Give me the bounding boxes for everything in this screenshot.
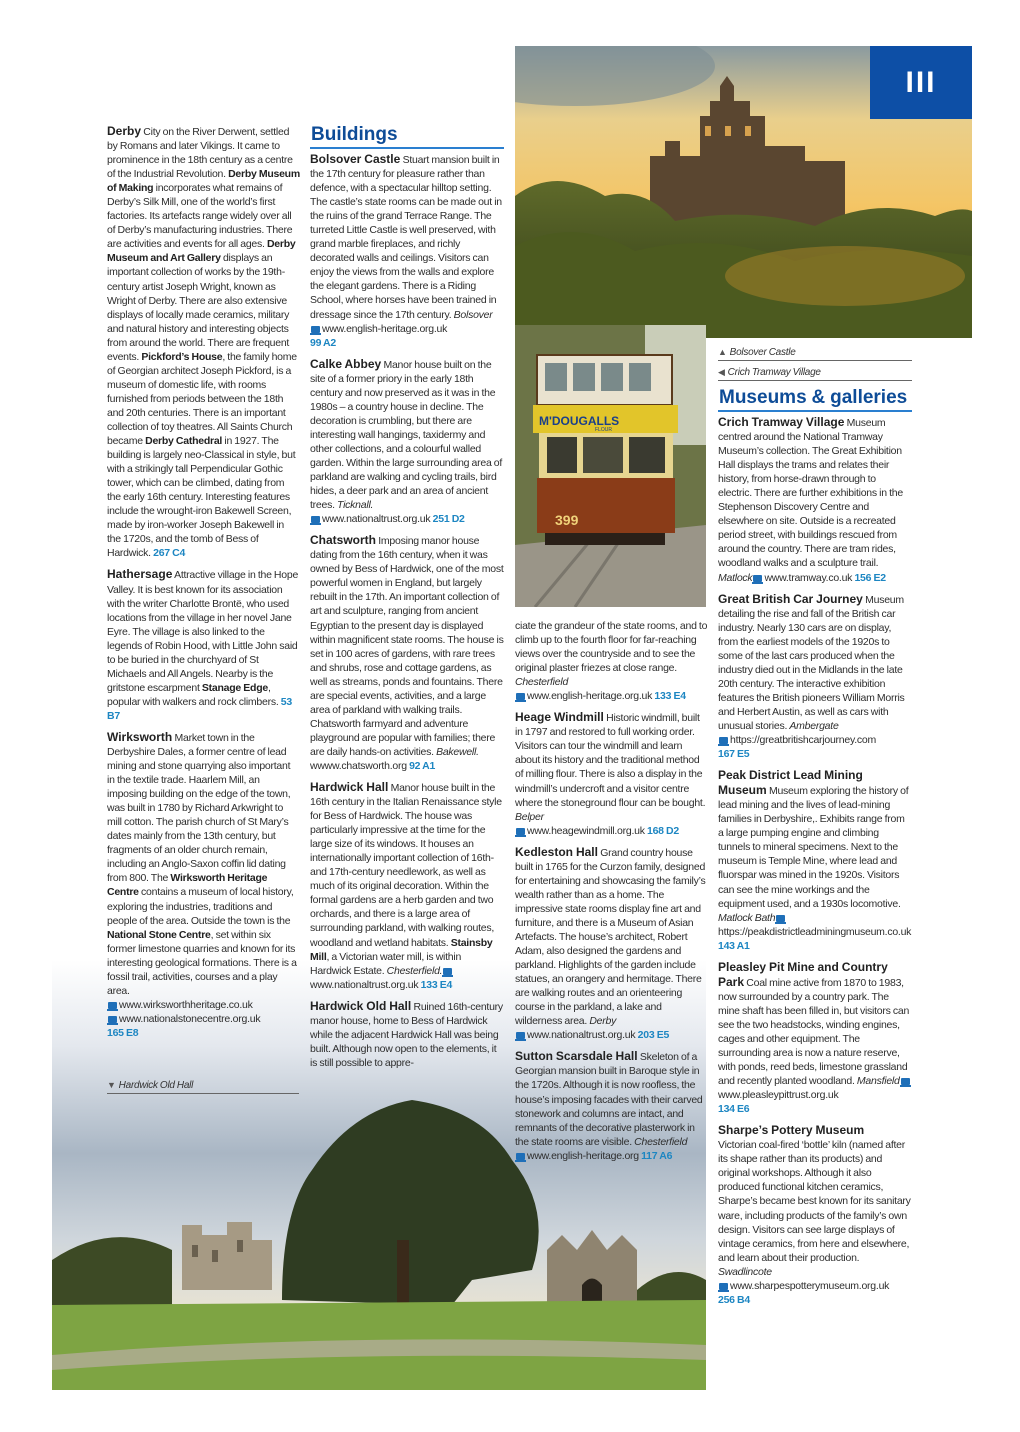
bold-highlight: Pickford’s House <box>141 350 223 363</box>
triangle-up-icon: ▲ <box>718 347 727 357</box>
entry-title: Sharpe’s Pottery Museum <box>718 1123 865 1138</box>
bold-highlight: Stanage Edge <box>201 681 268 694</box>
body-text: Attractive village in the Hope Valley. It is best known for its association with the writer Charlotte Brontë, who used locations from the village in her novel Jane Eyre. The village is also linked to the legends of Robin Hood, with Little John said to be buried in the churchyard of St Michaels and All Angels. Nearby is the gritstone escarpment <box>107 569 299 694</box>
caption-text: Hardwick Old Hall <box>118 1080 194 1091</box>
body-text: incorporates what remains of Derby’s Silk Mill, one of the world’s first factories. Its artefacts range widely over all of Derby’s manufacturing industries. There are activities and events for all ages. <box>107 182 293 251</box>
caption-hardwick-old-hall <box>107 1078 299 1098</box>
section-heading-buildings: Buildings <box>310 124 504 149</box>
website-link[interactable]: www.nationaltrust.org.uk <box>310 978 419 991</box>
listing-entry <box>310 780 504 992</box>
computer-icon <box>901 1078 910 1085</box>
location-text: Chesterfield. <box>386 964 443 977</box>
entry-title: Derby <box>107 124 142 138</box>
body-text: Skeleton of a Georgian mansion built in Baroque style in the 1720s. Although it is now roofless, the house’s imposing facades with their carved stonework and columns are intact, and remnants of the decorative plasterwork in the state rooms are visible. <box>515 1051 703 1148</box>
website-link[interactable]: www.tramway.co.uk <box>764 571 853 584</box>
listing-entry <box>515 619 708 703</box>
location-text: Ticknall. <box>337 499 374 512</box>
body-text: wwww.chatsworth.org <box>310 759 410 772</box>
map-reference: 203 E5 <box>635 1029 670 1042</box>
caption-text: Crich Tramway Village <box>727 367 821 378</box>
listing-entry <box>107 567 300 723</box>
website-link[interactable]: www.sharpespotterymuseum.org.uk <box>730 1279 890 1292</box>
location-text: Ambergate <box>789 719 839 732</box>
computer-icon <box>516 693 525 700</box>
map-reference: 168 D2 <box>644 824 679 837</box>
body-text: Grand country house built in 1765 for the Curzon family, designed for entertaining and showcasing the family’s wealth rather than as a home. The impressive state rooms display fine art and furniture, and there is a Museum of Asian Artefacts. The house’s architect, Robert Adam, also designed the gardens and parkland. Highlights of the garden include statues, an orangery and hermitage. There are walking routes and an orienteering course in the parkland, a lake and wilderness area. <box>515 846 706 1028</box>
entry-title: Crich Tramway Village <box>718 415 845 429</box>
location-text: Matlock Bath <box>718 911 776 924</box>
computer-icon <box>719 737 728 744</box>
computer-icon <box>311 326 320 333</box>
body-text: Museum centred around the National Tramway Museum’s collection. The Great Exhibition Hall displays the trams and relates their history, from horse-drawn through to electric. There are further exhibitions in the Stephenson Discovery Centre and elsewhere on site. Outside is a recreated period street, with buildings rescued from around the country. There are tram rides, woodland walks and a sculpture trail. <box>718 417 903 570</box>
map-reference: 117 A6 <box>638 1149 673 1162</box>
website-link[interactable]: www.nationaltrust.org.uk <box>527 1029 636 1042</box>
body-text: contains a museum of local history, exploring the industries, traditions and people of the area. Outside the town is the <box>107 886 294 927</box>
body-text: Imposing manor house dating from the 16th century, when it was owned by Bess of Hardwick, one of the most powerful women in England, but largely rebuilt in the 17th. An important collection of art and sculpture, ranging from ancient Egyptian to the present day is displayed within magnificent state rooms. The house is set in 100 acres of gardens, with rare trees and shrubs, rose and cottage gardens, as well as streams, ponds and fountains. There are special events, activities, and a large area of parkland with walking trails. Chatsworth farmyard and adventure playground are popular with families; there are daily hands-on activities. <box>310 535 504 758</box>
caption-crich-tramway <box>718 365 912 381</box>
body-text: displays an important collection of works by the 19th-century artist Joseph Wright, known as Wright of Derby. There are also extensive displays of locally made ceramics, military and natural history and interesting objects from around the world. There are frequent events. <box>107 252 290 363</box>
listing-entry <box>107 124 300 560</box>
website-link[interactable]: www.nationaltrust.org.uk <box>322 513 431 526</box>
entry-title: Pleasley Pit Mine and Country Park <box>718 959 888 989</box>
map-reference: 133 E4 <box>418 978 453 991</box>
page-number-tab: III <box>870 46 972 119</box>
tram-sign-text: M'DOUGALLS <box>539 414 620 428</box>
map-reference: 251 D2 <box>430 513 465 526</box>
location-text: Mansfield <box>856 1075 900 1088</box>
location-text: Derby <box>589 1015 617 1028</box>
computer-icon <box>516 828 525 835</box>
computer-icon <box>753 575 762 582</box>
crich-tram-photo <box>515 325 706 607</box>
entry-title: Wirksworth <box>107 729 173 744</box>
body-text: Coal mine active from 1870 to 1983, now surrounded by a country park. The mine shaft has been filled in, but visitors can see the two headstocks, winding engines, cages and other equipment. The surrounding area is now a nature reserve, with ponds, reed beds, limestone grassland and recently planted woodland. <box>718 976 910 1088</box>
bold-highlight: Derby Museum of Making <box>107 168 300 195</box>
triangle-left-icon: ◀ <box>718 367 725 377</box>
computer-icon <box>108 1016 117 1023</box>
listing-entry <box>718 592 912 762</box>
website-link[interactable]: www.wirksworthheritage.co.uk <box>119 998 253 1011</box>
entry-title: Kedleston Hall <box>515 844 598 859</box>
listing-entry <box>515 1049 708 1162</box>
location-text: Belper <box>515 810 544 823</box>
map-reference: 133 E4 <box>652 690 686 703</box>
computer-icon <box>516 1032 525 1039</box>
website-link[interactable]: www.heagewindmill.org.uk <box>527 824 645 837</box>
website-link[interactable]: www.pleasleypittrust.org.uk <box>718 1089 839 1102</box>
body-text: Victorian coal-fired ‘bottle’ kiln (named after its shape rather than its products) and original workshops. Although it also produced functional kitchen ceramics, Sharpe’s became best known for its sanitary ware, including products of the family’s own design. Visitors can see large displays of vintage ceramics, from here and elsewhere, and learn about their production. <box>718 1139 911 1264</box>
location-text: Chesterfield <box>634 1135 688 1148</box>
entry-title: Hardwick Old Hall <box>310 998 412 1013</box>
computer-icon <box>108 1002 117 1009</box>
caption-bolsover-castle <box>718 345 912 361</box>
listing-entry <box>718 1123 912 1307</box>
body-text: , a Victorian water mill, is within Hardwick Estate. <box>310 950 462 977</box>
map-reference: 165 E8 <box>107 1026 139 1039</box>
bold-highlight: National Stone Centre <box>107 928 211 941</box>
computer-icon <box>311 516 320 523</box>
column-1 <box>107 124 300 1047</box>
map-reference: 256 B4 <box>718 1293 750 1306</box>
location-text: Swadlincote <box>718 1265 772 1278</box>
listing-entry <box>515 845 708 1043</box>
section-heading-museums: Museums & galleries <box>718 387 912 412</box>
map-reference: 156 E2 <box>852 571 886 584</box>
location-text: Bakewell. <box>436 745 479 758</box>
website-link[interactable]: www.english-heritage.org.uk <box>322 322 448 335</box>
body-text: Manor house built on the site of a former priory in the early 18th century and now preserved as it was in the 1980s – a country house in decline. The decoration is crumbling, but there are interesting wall hangings, taxidermy and other collections, and a colourful walled garden. Within the large surrounding area of parkland are walking and cycling trails, bird hides, a deer park and an area of ancient trees. <box>310 358 503 512</box>
tram-sign-subtext: FLOUR <box>595 427 612 433</box>
entry-title: Hathersage <box>107 567 173 582</box>
entry-title: Chatsworth <box>310 533 376 548</box>
website-link[interactable]: www.nationalstonecentre.org.uk <box>119 1012 261 1025</box>
website-link[interactable]: https://peakdistrictleadminingmuseum.co.uk <box>718 925 912 938</box>
computer-icon <box>776 915 785 922</box>
body-text: in 1927. The building is largely neo-Classical in style, but with a strikingly tall Perpendicular Gothic tower, which can be climbed, dating from the early 16th century. Interesting features include the wrought-iron Bakewell Screen, made by iron-worker Joseph Bakewell in the 1720s, and the tomb of Bess of Hardwick. <box>107 435 296 560</box>
bold-highlight: Stainsby Mill <box>310 936 493 963</box>
body-text: Museum detailing the rise and fall of the British car industry. Nearly 130 cars are on display, from the earliest models of the 1920s to some of the last cars produced when the industry died out in the Midlands in the late 20th century. The interactive exhibition features the British pioneers William Morris and Herbert Austin, as well as cars with unusual stories. <box>718 593 905 732</box>
body-text: Market town in the Derbyshire Dales, a former centre of lead mining and stone quarrying also important in the textile trade. Haarlem Mill, an imposing building on the edge of the town, was built in 1780 by Richard Arkwright to mill cotton. The parish church of St Mary’s dates mainly from the 13th century, but fragments of an older church remain, including an Anglo-Saxon coffin lid dating from 800. The <box>107 731 291 885</box>
body-text: , the family home of Georgian architect Joseph Pickford, is a museum of domestic life, with rooms furnished from periods between the 18th and 20th centuries. There is an important collection of toy theatres. All Saints Church became <box>107 350 297 448</box>
entry-title: Peak District Lead Mining Museum <box>718 768 863 798</box>
body-text: ciate the grandeur of the state rooms, and to climb up to the fourth floor for far-reaching views over the countryside and to see the original plaster friezes at close range. <box>515 620 708 675</box>
location-text: Bolsover <box>453 308 493 321</box>
body-text: Ruined 16th-century manor house, home to Bess of Hardwick while the adjacent Hardwick Hall was being built. Although now open to the elements, it is still possible to appre- <box>310 1000 503 1069</box>
bold-highlight: Wirksworth Heritage Centre <box>107 872 268 899</box>
caption-text: Bolsover Castle <box>729 347 796 358</box>
body-text: Stuart mansion built in the 17th century for pleasure rather than defence, with a spectacular hilltop setting. The castle’s state rooms can be made out in the ruins of the grand Terrace Range. The turreted Little Castle is well preserved, with grand marble fireplaces, and richly decorated walls and ceilings. Visitors can enjoy the views from the walls and explore the elegant gardens. There is a Riding School, where horses have been trained in dressage since the 17th century. <box>310 154 502 321</box>
map-reference: 167 E5 <box>718 748 750 761</box>
body-text: City on the River Derwent, settled by Romans and later Vikings. It came to prominence in the 18th century as a centre of the Industrial Revolution. <box>107 126 293 181</box>
listing-entry <box>515 710 708 837</box>
computer-icon <box>443 968 452 975</box>
website-link[interactable]: www.english-heritage.org.uk <box>527 690 653 703</box>
body-text: , set within six former limestone quarries and known for its interesting geological formations. There is a fossil trail, activities, courses and a play area. <box>107 928 297 997</box>
entry-title: Hardwick Hall <box>310 780 389 795</box>
computer-icon <box>516 1153 525 1160</box>
map-reference: 92 A1 <box>409 759 436 772</box>
listing-entry <box>718 768 912 953</box>
column-2 <box>310 124 504 1077</box>
entry-title: Heage Windmill <box>515 710 604 725</box>
entry-title: Great British Car Journey <box>718 591 863 606</box>
body-text: Historic windmill, built in 1797 and restored to full working order. Visitors can tour the windmill and learn about its history and the traditional method of milling flour. There is also a display in the windmill’s undercroft and a visitor centre where the stoneground flour can be bought. <box>515 712 706 809</box>
website-link[interactable]: www.english-heritage.org <box>527 1149 639 1162</box>
listing-entry <box>310 533 504 773</box>
map-reference: 99 A2 <box>310 336 336 349</box>
listing-entry <box>310 999 504 1070</box>
triangle-down-icon: ▼ <box>107 1080 116 1090</box>
bold-highlight: Derby Museum and Art Gallery <box>107 238 296 265</box>
body-text: Museum exploring the history of lead mining and the lives of lead-mining families in Derbyshire,. Exhibits range from a large pumping engine and climbing tunnels to mineral specimens. Next to the museum is Temple Mine, where lead and fluorspar was mined in the 1920s. Visitors can see the mine workings and the equipment used, and a 1930s locomotive. <box>718 785 909 910</box>
map-reference: 53 B7 <box>107 695 292 722</box>
column-3 <box>515 619 708 1170</box>
entry-title: Calke Abbey <box>310 356 382 371</box>
listing-entry <box>310 357 504 527</box>
entry-title: Bolsover Castle <box>310 152 401 166</box>
map-reference: 134 E6 <box>718 1103 750 1116</box>
location-text: Matlock <box>718 571 753 584</box>
map-reference: 143 A1 <box>718 939 750 952</box>
listing-entry <box>107 730 300 1040</box>
listing-entry <box>718 415 912 585</box>
body-text: Manor house built in the 16th century in the Italian Renaissance style for Bess of Hardwick. The house was particularly impressive at the time for the large size of its windows. It houses an internationally important collection of 16th- and 17th-century needlework, as well as much of its original decoration. Within the formal gardens are a herb garden and two orchards, and there is a large area of surrounding parkland, with walking routes, woodland and wetland habitats. <box>310 782 502 949</box>
entry-title: Sutton Scarsdale Hall <box>515 1049 638 1064</box>
listing-entry <box>718 960 912 1117</box>
body-text: , popular with walkers and rock climbers. <box>107 681 281 708</box>
listing-entry <box>310 152 504 350</box>
computer-icon <box>719 1283 728 1290</box>
map-reference: 267 C4 <box>153 547 186 560</box>
website-link[interactable]: https://greatbritishcarjourney.com <box>730 734 876 747</box>
bold-highlight: Derby Cathedral <box>145 435 223 448</box>
location-text: Chesterfield <box>515 676 569 689</box>
column-4 <box>718 345 912 1314</box>
tram-number-text: 399 <box>555 512 579 528</box>
